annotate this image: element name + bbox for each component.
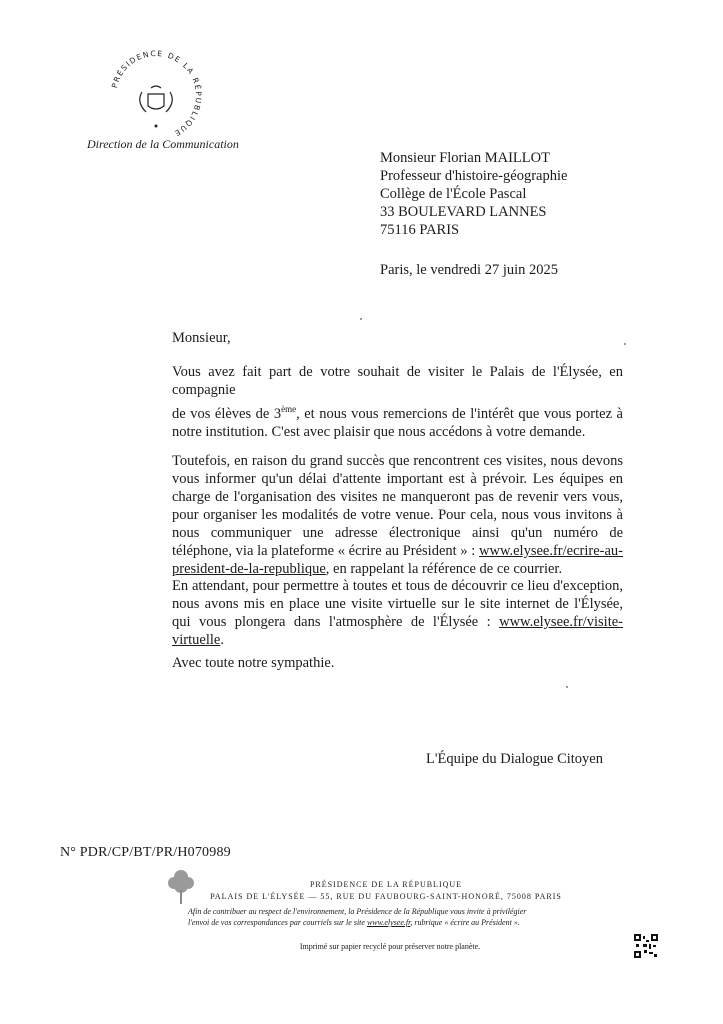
elysee-link[interactable]: www.elysee.fr <box>366 918 411 927</box>
signature: L'Équipe du Dialogue Citoyen <box>426 751 603 767</box>
footer-title: PRÉSIDENCE DE LA RÉPUBLIQUE <box>309 880 463 889</box>
footer-address: PALAIS DE L'ÉLYSÉE — 55, RUE DU FAUBOURG-SAINT-HONORÉ, 75008 PARIS <box>210 892 562 901</box>
tree-icon <box>166 868 196 908</box>
recipient-name: Monsieur Florian MAILLOT <box>380 150 550 166</box>
recipient-title: Professeur d'histoire-géographie <box>380 168 568 184</box>
paragraph-4-end: . <box>220 632 224 648</box>
paragraph-2 <box>172 400 623 441</box>
presidency-seal <box>104 44 208 148</box>
closing-line: Avec toute notre sympathie. <box>172 655 335 671</box>
grade-superscript: ème <box>281 404 297 414</box>
paragraph-1: Vous avez fait part de votre souhait de visiter le Palais de l'Élysée, en compagnie <box>172 364 623 398</box>
scan-speck <box>566 686 568 688</box>
paragraph-2-start: de vos élèves de 3 <box>172 405 282 422</box>
footer-note <box>188 906 608 928</box>
paragraph-3-end: , en rappelant la référence de ce courrier. <box>325 561 563 577</box>
recipient-city: 75116 PARIS <box>380 222 460 238</box>
recipient-block <box>380 149 567 239</box>
paragraph-4-text: En attendant, pour permettre à toutes et tous de découvrir ce lieu d'exception, nous avons mis en place une visite virtuelle sur le site internet de l'Élysée, qui vous plongera dans l'atmosphère de l'Élysée : <box>172 578 623 630</box>
footer-note-line-2 <box>188 917 608 928</box>
qr-code-icon <box>634 934 658 958</box>
seal-text: PRÉSIDENCE DE LA RÉPUBLIQUE <box>109 48 204 139</box>
reference-number: N° PDR/CP/BT/PR/H070989 <box>60 845 231 860</box>
ecrire-au-president-link[interactable]: www.elysee.fr/ecrire-au-president-de-la-republique <box>172 543 623 577</box>
direction-label: Direction de la Communication <box>87 137 239 151</box>
recipient-street: 33 BOULEVARD LANNES <box>380 204 547 220</box>
paragraph-3-text: Toutefois, en raison du grand succès que rencontrent ces visites, nous devons vous informer qu'un délai d'attente important est à prévoir. Les équipes en charge de l'organisation des visites ne manqueront pas de revenir vers vous, pour organiser les modalités de votre venue. Pour cela, nous vous invitons à nous communiquer une adresse électronique ainsi qu'un numéro de téléphone, via la plateforme « écrire au Président » : <box>172 453 623 559</box>
paragraph-2-rest: , et nous vous remercions de l'intérêt que vous portez à notre institution. C'est avec plaisir que nous accédons à votre demande. <box>172 405 623 440</box>
paragraph-4 <box>172 577 623 649</box>
visite-virtuelle-link[interactable]: www.elysee.fr/visite-virtuelle <box>172 614 623 648</box>
footer-note-line-2-start: l'envoi de vos correspondances par courriels sur le site <box>188 918 367 927</box>
letter-date: Paris, le vendredi 27 juin 2025 <box>380 262 559 278</box>
recipient-school: Collège de l'École Pascal <box>380 186 527 202</box>
scan-speck <box>624 343 626 345</box>
salutation: Monsieur, <box>172 330 231 346</box>
paragraph-3 <box>172 452 623 578</box>
scan-speck <box>360 318 362 320</box>
footer-note-line-2-end: , rubrique « écrire au Président ». <box>410 918 520 927</box>
footer-print-note: Imprimé sur papier recyclé pour préserver notre planète. <box>299 942 481 951</box>
footer-note-line-1: Afin de contribuer au respect de l'environnement, la Présidence de la République vous invite à privilégier <box>188 907 527 916</box>
